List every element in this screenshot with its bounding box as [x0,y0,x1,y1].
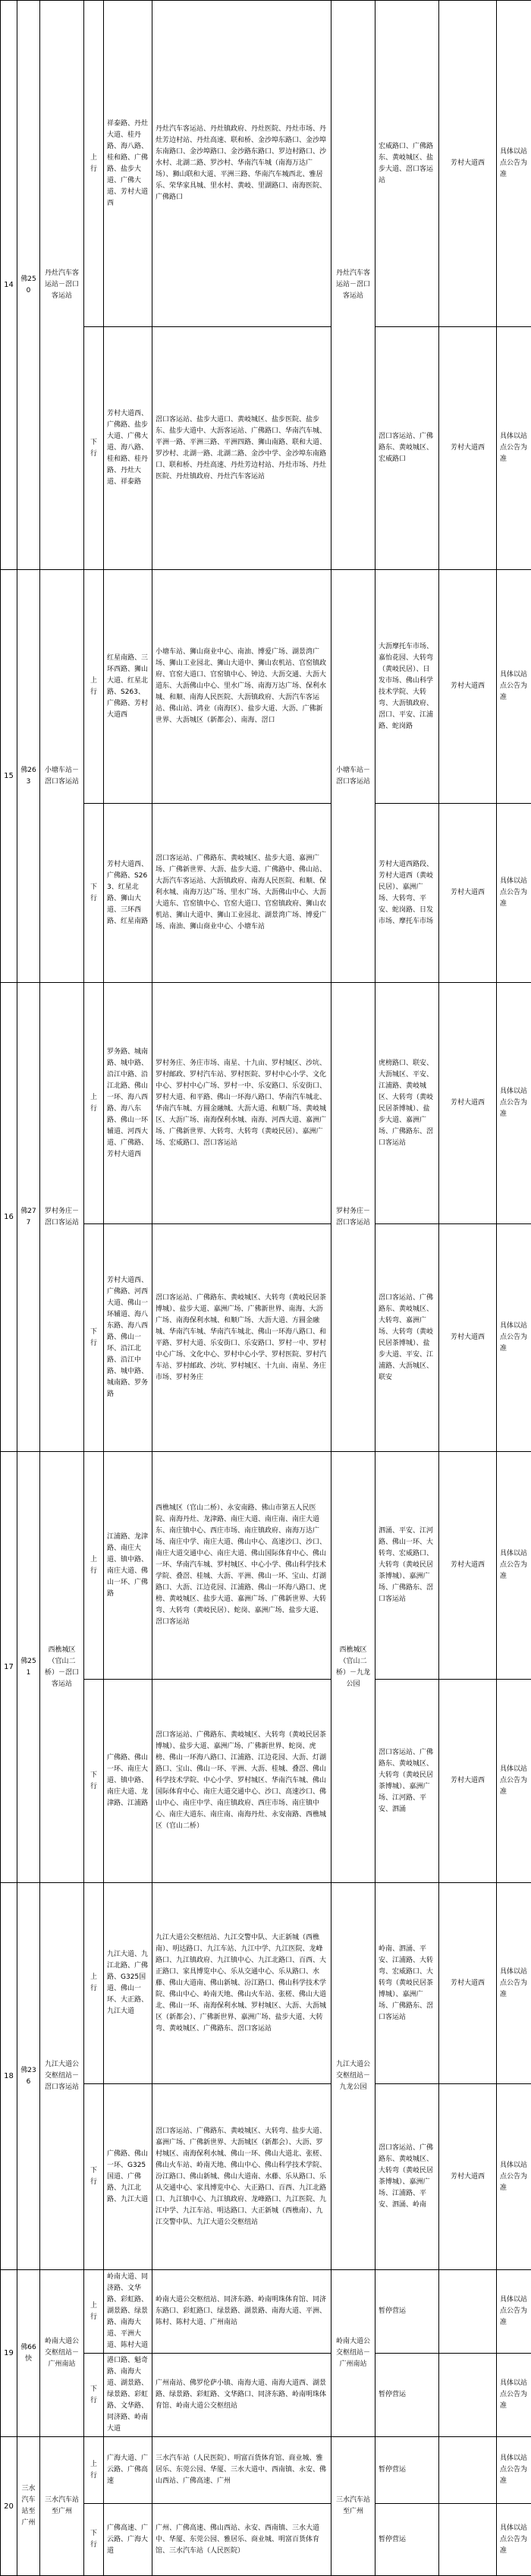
via-cell: 芳村大道西 [439,983,497,1224]
section-cell: 虎榜路口、联安、大沥城区、平安、江浦路、黄岐城区、大转弯（黄岐民居茶博城）、盐步大道、嘉洲广场、广佛路东、滘口客运站 [375,983,439,1224]
stops-cell: 广州、广佛高速、佛山西站、永安、西南镇、三水大道中、华厦、东莞公园、雅居乐、商业城、明富百货体育馆、三水汽车站（人民医院） [152,2504,331,2576]
via-cell [439,2437,497,2504]
temp-terminals-cell: 丹灶汽车客运站－滘口客运站 [331,1,375,570]
direction-cell: 下行 [84,1224,104,1452]
route-number-cell: 17 [1,1452,17,1883]
route-number-cell: 14 [1,1,17,570]
stops-cell: 丹灶汽车客运站、丹灶镇政府、丹灶医院、丹灶市场、丹灶芳边村站、丹灶高速、联和桥、金沙埠东路口、金沙埠东南路口、金沙埠路口、金沙路东路口、罗边村路口、沙水村、北湖二路、罗沙村、华南汽车城（南海万达广场）、狮山联和大道、平洲三路、华南汽车城西北、雅居乐、荣华家具城、里水村、黄岐、里湖路口、南海医院、广佛路口 [152,1,331,327]
stops-cell: 滘口客运站、广佛路东、黄岐城区、盐步大道、嘉洲广场、广佛新世界、大沥、盐步大道、广佛路中、佛山站、大沥汽车客运站、大沥镇政府、南海人民医院、和顺、保利水城、南海万达广场、里水广场、大沥佛山中心、大沥大道东、官窑镇中心、官窑大道口、官窑镇政府、狮山农机站、狮山大道中、狮山工业园北、湖景湾广场、博爱广场、南油、狮山商业中心、小塘车站 [152,804,331,983]
direction-cell: 下行 [84,327,104,570]
table-row [1,570,531,804]
table-row [1,1883,531,2084]
note-cell: 具体以站点公告为准 [497,1680,531,1883]
section-cell: 芳村大道西路段、芳村大道西（黄岐民居）、嘉洲广场、大转弯、平安、蛇岗路、日发市场、摩托车市场 [375,804,439,983]
via-cell: 芳村大道西 [439,327,497,570]
via-cell: 芳村大道西 [439,1452,497,1680]
route-terminals-cell: 小塘车站－滘口客运站 [40,570,84,983]
route-name-cell: 三水汽车站至广州 [17,2437,40,2576]
route-terminals-cell: 罗村务庄－滘口客运站 [40,983,84,1452]
direction-cell: 上行 [84,2270,104,2354]
temp-terminals-cell: 九江大道公交枢纽站－九龙公园 [331,1883,375,2270]
table-row [1,1,531,327]
direction-cell: 上行 [84,570,104,804]
temp-terminals-cell: 岭南大道公交枢纽站－广州南站 [331,2270,375,2437]
temp-terminals-cell: 小塘车站－滘口客运站 [331,570,375,983]
table-row [1,1452,531,1680]
roads-cell: 广佛高速、广云路、广海大道 [104,2504,152,2576]
table-row [1,2270,531,2354]
via-cell: 芳村大道西 [439,2084,497,2270]
note-cell: 具体以站点公告为准 [497,570,531,804]
stops-cell: 罗村务庄、务庄市场、南星、十九亩、罗村城区、沙坑、罗村邮政、罗村汽车站、罗村医院、罗村中心小学、文化中心、罗村中心广场、罗村一中、乐安路口、乐安街口、罗村大道、和平路、佛山一环海八路口、华南汽车城北、华南汽车城、方圆金融城、大沥大道、和顺广场、黄岐城区、大沥广场、南海保利水城、南海、河西大道、嘉洲广场、广佛新世界、大转弯、大转弯（黄岐民居）、嘉洲广场、宏威路口、滘口客运站 [152,983,331,1224]
note-cell: 具体以站点公告为准 [497,327,531,570]
route-name-cell: 佛66快 [17,2270,40,2437]
direction-cell: 下行 [84,804,104,983]
direction-cell: 上行 [84,1883,104,2084]
direction-cell: 下行 [84,2504,104,2576]
stops-cell: 滘口客运站、盐步大道口、黄岐城区、盐步医院、盐步东、盐步大道中、大沥客运站、广佛路口、华南汽车城、平洲一路、平洲三路、平洲四路、狮山南路、联和大道、罗沙村、北湖一路、北湖二路、金沙中学、金沙埠东南路口、联和桥、丹灶高速、丹灶芳边村站、丹灶市场、丹灶医院、丹灶镇政府、丹灶汽车客运站 [152,327,331,570]
direction-cell: 下行 [84,1680,104,1883]
via-cell [439,2504,497,2576]
stops-cell: 广州南站、佛罗伦萨小镇、南海大道、南海大道西、湖景路、绿景路、彩虹路、文华路口、同济东路、岭南明珠体育馆、岭南大道公交枢纽站 [152,2354,331,2437]
section-cell: 岭南、泗涌、平安、江浦路、大转弯、宏威路口、大转弯（黄岐民居茶博城）、嘉洲广场、广佛路东、滘口客运站 [375,1883,439,2084]
temp-terminals-cell: 三水汽车站至广州 [331,2437,375,2576]
route-number-cell: 20 [1,2437,17,2576]
route-name-cell: 佛251 [17,1452,40,1883]
note-cell: 具体以站点公告为准 [497,804,531,983]
note-cell: 具体以站点公告为准 [497,2354,531,2437]
note-cell: 具体以站点公告为准 [497,2270,531,2354]
via-cell [439,2270,497,2354]
roads-cell: 广佛路、佛山一环、G325国道、广佛路、九江北路、九江大道 [104,2084,152,2270]
stops-cell: 滘口客运站、广佛路东、黄岐城区、大转弯、盐步大道、嘉洲广场、广佛新世界、大沥城区（新都会）、大沥、罗村城区、南海保利水城、佛山一环、佛山大道北、张槎、佛山火车站、岭南天地、佛山中心、佛山科学技术学院、汾江路口、佛山新城、佛山大道南、水藤、乐从路口、乐从交通中心、家具博览中心、大正路口、百西、九江北路口、九江镇中心、九江镇政府、龙峰路口、九江医院、九江中学、九江车站、明达路口、大正新城（西樵南）、九江交警中队、九江大道公交枢纽站 [152,2084,331,2270]
route-name-cell: 佛236 [17,1883,40,2270]
roads-cell: 芳村大道西、广佛路、盐步大道、广佛大道、海八路、桂和路、桂丹路、丹灶大道、祥泰路 [104,327,152,570]
stops-cell: 九江大道公交枢纽站、九江交警中队、大正新城（西樵南）、明达路口、九江车站、九江中学、九江医院、龙峰路口、九江镇政府、九江镇中心、九江北路口、百西、大正路口、家具博览中心、乐从交通中心、乐从路口、水藤、佛山大道南、佛山新城、汾江路口、佛山科学技术学院、佛山中心、岭南天地、佛山火车站、张槎、佛山大道北、佛山一环、南海保利水城、罗村城区、大沥、大沥城区（新都会）、广佛新世界、嘉洲广场、盐步大道、大转弯、黄岐城区、广佛路东、滘口客运站 [152,1883,331,2084]
route-number-cell: 19 [1,2270,17,2437]
via-cell [439,2354,497,2437]
direction-cell: 上行 [84,983,104,1224]
section-cell: 滘口客运站、广佛路东、黄岐城区、大转弯（黄岐民居茶博城）、嘉洲广场、江河路、平安、泗涌 [375,1680,439,1883]
via-cell: 芳村大道西 [439,804,497,983]
section-cell: 泗涌、平安、江河路、佛山一环、大转弯、宏威路口、大转弯（黄岐民居茶博城）、嘉洲广场、广佛路东、滘口客运站 [375,1452,439,1680]
section-cell: 滘口客运站、广佛路东、黄岐城区、大转弯、嘉洲广场、大转弯（黄岐民居茶博城）、盐步大道、平安、江浦路、大沥城区、联安 [375,1224,439,1452]
note-cell: 具体以站点公告为准 [497,2084,531,2270]
route-terminals-cell: 西樵城区（官山二桥）－滘口客运站 [40,1452,84,1883]
section-cell: 大沥摩托车市场、嘉怡花园、大转弯（黄岐民居）、日发市场、佛山科学技术学院、大转弯、大沥镇政府、滘口、平安、江浦路、蛇岗路 [375,570,439,804]
roads-cell: 广海大道、广云路、广佛高速 [104,2437,152,2504]
route-terminals-cell: 九江大道公交枢纽站－滘口客运站 [40,1883,84,2270]
roads-cell: 港口路、魁奇路、南海大道、湖景路、绿景路、彩虹路、文华路、同济路、岭南大道 [104,2354,152,2437]
note-cell: 具体以站点公告为准 [497,1883,531,2084]
section-cell: 暂停营运 [375,2354,439,2437]
via-cell: 芳村大道西 [439,1,497,327]
via-cell: 芳村大道西 [439,570,497,804]
roads-cell: 芳村大道西、广佛路、河西大道、佛山一环辅道、海八东路、海八西路、佛山一环、沿江北路、沿江中路、城中路、城南路、罗务路 [104,1224,152,1452]
section-cell: 暂停营运 [375,2504,439,2576]
stops-cell: 滘口客运站、广佛路东、黄岐城区、大转弯（黄岐民居茶博城）、盐步大道、嘉洲广场、广佛新世界、蛇岗、虎榜、佛山一环海八路口、江浦路、江边花园、大沥、灯湖路口、宝山、佛山一环、平洲、大沥、桂城、叠滘、佛山科学技术学院、中心小学、罗村城区、华南汽车城、佛山国际体育中心、南庄大道交通中心、沙口、高速沙口、佛山中心、南庄中学、南庄镇政府、西庄市场、南庄镇中心、南庄大道东、南庄南、南海丹灶、永安南路、西樵城区（官山二桥） [152,1680,331,1883]
roads-cell: 九江大道、九江北路、广佛路、G325国道、佛山一环、大正路、九江大道 [104,1883,152,2084]
table-row [1,2437,531,2504]
direction-cell: 下行 [84,2354,104,2437]
note-cell: 具体以站点公告为准 [497,1224,531,1452]
route-name-cell: 佛263 [17,570,40,983]
stops-cell: 岭南大道公交枢纽站、同济东路、岭南明珠体育馆、同济东路口、彩虹路口、绿景路、湖景路、南海大道、平洲、陈村、陈村大道、广州南站 [152,2270,331,2354]
section-cell: 滘口客运站、广佛路东、黄岐城区、宏威路口 [375,327,439,570]
stops-cell: 滘口客运站、广佛路东、黄岐城区、大转弯（黄岐民居茶博城）、盐步大道、嘉洲广场、广佛新世界、南海、大沥广场、南海保利水城、和顺广场、大沥大道、方圆金融城、华南汽车城、华南汽车城北、佛山一环海八路口、和平路、罗村大道、乐安街口、乐安路口、罗村一中、罗村中心广场、文化中心、罗村中心小学、罗村医院、罗村汽车站、罗村邮政、沙坑、罗村城区、十九亩、南星、务庄市场、罗村务庄 [152,1224,331,1452]
via-cell: 芳村大道西 [439,1883,497,2084]
stops-cell: 西樵城区（官山二桥）、永安南路、佛山市第五人民医院、南海丹灶、龙津路、南庄大道、南庄南、南庄大道东、南庄镇中心、西庄市场、南庄镇政府、南海万达广场、南庄中学、南庄大道、佛山中心、高速沙口、沙口、南庄大道交通中心、南庄大道、佛山国际体育中心、佛山一环、华南汽车城、罗村城区、中心小学、佛山科学技术学院、叠滘、桂城、大沥、平洲、佛山一环、宝山、灯湖路口、大沥、江边花园、江浦路、佛山一环海八路口、虎榜、黄岐城区、盐步大道、嘉洲广场、广佛新世界、大转弯、大转弯（黄岐民居）、蛇岗、嘉洲广场、盐步大道、滘口客运站 [152,1452,331,1680]
route-number-cell: 15 [1,570,17,983]
note-cell: 具体以站点公告为准 [497,1,531,327]
via-cell: 芳村大道西 [439,1224,497,1452]
direction-cell: 上行 [84,2437,104,2504]
route-terminals-cell: 岭南大道公交枢纽站－广州南站 [40,2270,84,2437]
temp-terminals-cell: 罗村务庄－滘口客运站 [331,983,375,1452]
route-number-cell: 18 [1,1883,17,2270]
section-cell: 暂停营运 [375,2437,439,2504]
roads-cell: 岭南大道、同济路、文华路、彩虹路、湖景路、绿景路、南海大道、平洲大道、陈村大道 [104,2270,152,2354]
roads-cell: 祥泰路、丹灶大道、桂丹路、海八路、桂和路、广佛路、盐步大道、广佛大道、芳村大道西 [104,1,152,327]
route-terminals-cell: 三水汽车站至广州 [40,2437,84,2576]
roads-cell: 广佛路、佛山一环、南庄大道、镇中路、南庄大道、龙津路、江浦路 [104,1680,152,1883]
stops-cell: 三水汽车站（人民医院）、明富百货体育馆、商业城、雅居乐、东莞公园、华厦、三水大道中、西南镇、永安、佛山西站、广佛高速、广州 [152,2437,331,2504]
temp-terminals-cell: 西樵城区（官山二桥）－九龙公园 [331,1452,375,1883]
roads-cell: 罗务路、城南路、城中路、沿江中路、沿江北路、佛山一环、海八西路、海八东路、佛山一环辅道、河西大道、广佛路、芳村大道西 [104,983,152,1224]
table-row [1,983,531,1224]
note-cell: 具体以站点公告为准 [497,983,531,1224]
route-name-cell: 佛277 [17,983,40,1452]
roads-cell: 江浦路、龙津路、南庄大道、镇中路、南庄大道、佛山一环、广佛路 [104,1452,152,1680]
roads-cell: 红星南路、三环西路、狮山大道、红星北路、S263、广佛路、芳村大道西 [104,570,152,804]
stops-cell: 小塘车站、狮山商业中心、南油、博爱广场、湖景湾广场、狮山工业园北、狮山大道中、狮山农机站、官窑镇政府、官窑大道口、官窑镇中心、钟边、大沥交通、大沥大道东、大沥佛山中心、里水广场、南海万达广场、保利水城、和顺、南海人民医院、大沥镇政府、大沥汽车客运站、佛山站、鸿业（南海区）、盐步大道、大沥、广佛新世界、大沥城区（新都会）、南海、滘口 [152,570,331,804]
direction-cell: 上行 [84,1,104,327]
section-cell: 暂停营运 [375,2270,439,2354]
note-cell: 具体以站点公告为准 [497,2504,531,2576]
roads-cell: 芳村大道西、广佛路、S263、红星北路、狮山大道、三环西路、红星南路 [104,804,152,983]
direction-cell: 上行 [84,1452,104,1680]
route-name-cell: 佛250 [17,1,40,570]
section-cell: 滘口客运站、广佛路东、黄岐城区、大转弯（黄岐民居茶博城）、嘉洲广场、江浦路、平安、泗涌、岭南 [375,2084,439,2270]
section-cell: 宏威路口、广佛路东、黄岐城区、盐步大道、滘口客运站 [375,1,439,327]
route-terminals-cell: 丹灶汽车客运站－滘口客运站 [40,1,84,570]
route-number-cell: 16 [1,983,17,1452]
note-cell: 具体以站点公告为准 [497,2437,531,2504]
note-cell: 具体以站点公告为准 [497,1452,531,1680]
via-cell: 芳村大道西 [439,1680,497,1883]
direction-cell: 下行 [84,2084,104,2270]
